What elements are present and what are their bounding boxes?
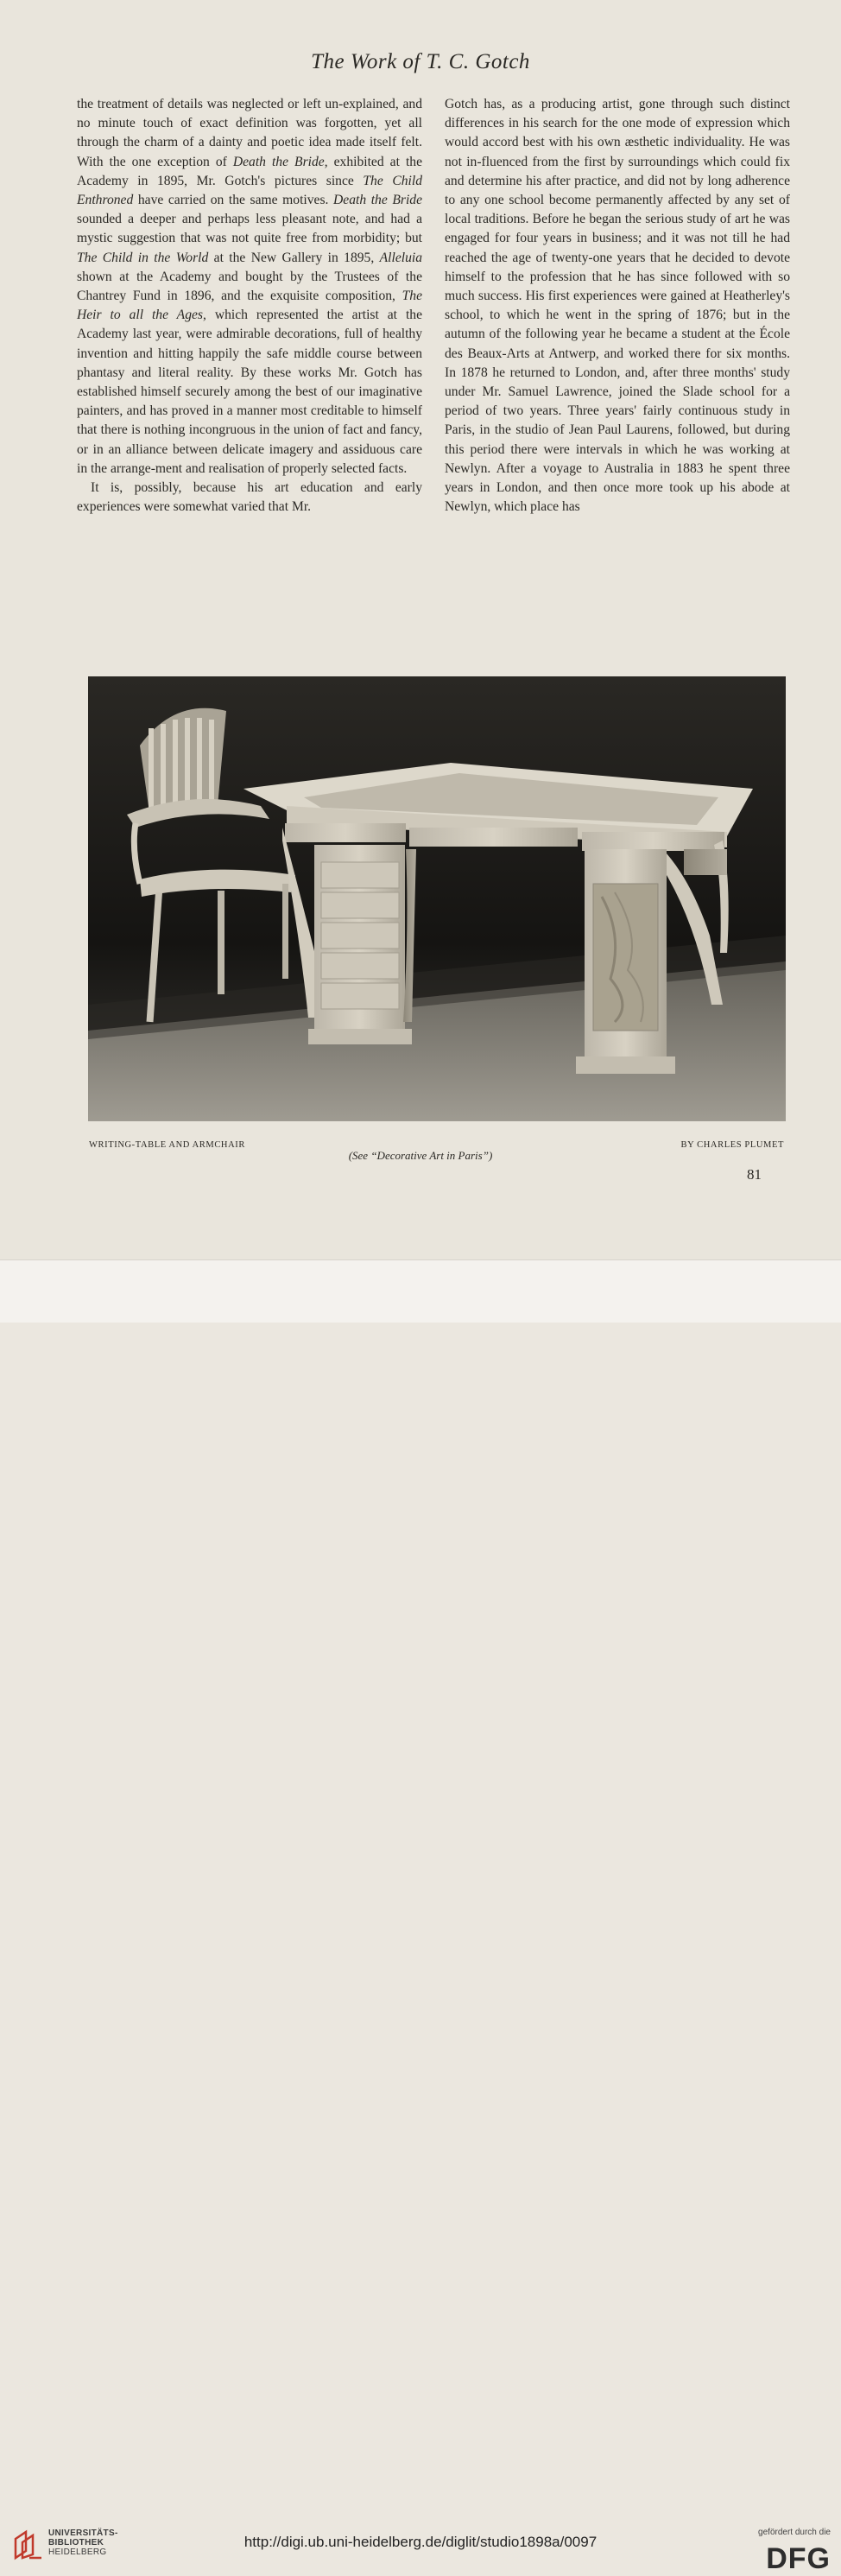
writing-table-armchair-illustration [88, 676, 786, 1121]
source-url-link[interactable]: http://digi.ub.uni-heidelberg.de/diglit/studio1898a/0097 [243, 2534, 598, 2550]
artwork-title: Death the Bride [232, 154, 325, 169]
left-paragraph-1: the treatment of details was neglected or left un-explained, and no minute touch of exact definition was forgotten, yet all through the charm of a dainty and poetic idea made itself felt. With the one exception of Death the Bride, exhibited at the Academy in 1895, Mr. Gotch's pictures since The Child Enthroned have carried on the same motives. Death the Bride sounded a deeper and perhaps less pleasant note, and had a mystic suggestion that was not quite free from morbidity; but The Child in the World at the New Gallery in 1895, Alleluia shown at the Academy and bought by the Trustees of the Chantrey Fund in 1896, and the exquisite composition, The Heir to all the Ages, which represented the artist at the Academy last year, were admirable decorations, full of healthy invention and hitting happily the safe middle course between phantasy and literal reality. By these works Mr. Gotch has established himself securely among the best of our imaginative painters, and has proved in a manner most creditable to himself that there is nothing incongruous in the union of fact and fancy, or in an alliance between delicate imagery and assiduous care in the arrange-ment and realisation of properly selected facts. [77, 97, 423, 476]
right-column [445, 95, 790, 517]
artwork-title: The Child Enthroned [77, 173, 422, 208]
library-name-line-2: BIBLIOTHEK [48, 2538, 104, 2547]
artwork-title: Death the Bride [333, 193, 422, 208]
furniture-photograph [88, 676, 786, 1121]
artwork-title: The Heir to all the Ages [77, 289, 422, 323]
left-paragraph-2: It is, possibly, because his art education and early experiences were somewhat varied that Mr. [77, 480, 422, 515]
plate-caption-right: BY CHARLES PLUMET [680, 1140, 784, 1150]
artwork-title: The Child in the World [77, 250, 209, 265]
artwork-title: Alleluia [379, 250, 422, 265]
right-paragraph-1: Gotch has, as a producing artist, gone through such distinct differences in his search for the one mode of expression which would accord best with his own æsthetic individuality. He was not in-fluenced from the first by surroundings which could fix and determine his after practice, and did not by long adherence to any one school become permanently affected by any set of local traditions. Before he began the serious study of art he was engaged for four years in business; and it was not till he had reached the age of twenty-one years that he decided to devote himself to the profession that he has since followed with so much success. His first experiences were gained at Heatherley's school, to which he went in the spring of 1876; but in the autumn of the following year he became a student at the École des Beaux-Arts at Antwerp, and worked there for six months. In 1878 he returned to London, and, after three months' study under Mr. Samuel Lawrence, joined the Slade school for a period of two years. Three years' fairly continuous study in Paris, in the studio of Jean Paul Laurens, followed, but during this period there were intervals in which he was working at Newlyn. After a voyage to Australia in 1883 he spent three years in London, and then once more took up his abode at Newlyn, which place has [445, 97, 790, 515]
left-column [77, 95, 422, 517]
library-name-line-1: UNIVERSITÄTS- [48, 2528, 118, 2538]
plate-caption-reference: (See “Decorative Art in Paris”) [348, 1149, 493, 1162]
running-title: The Work of T. C. Gotch [311, 50, 530, 73]
library-name-line-3: HEIDELBERG [48, 2547, 107, 2557]
funded-by-label: gefördert durch die [758, 2528, 831, 2537]
scanned-page [0, 0, 841, 1259]
plate-caption-left: WRITING-TABLE AND ARMCHAIR [89, 1140, 246, 1150]
dfg-logo: DFG [766, 2542, 831, 2575]
digitization-footer [0, 1259, 841, 2575]
page-number: 81 [747, 1166, 762, 1183]
